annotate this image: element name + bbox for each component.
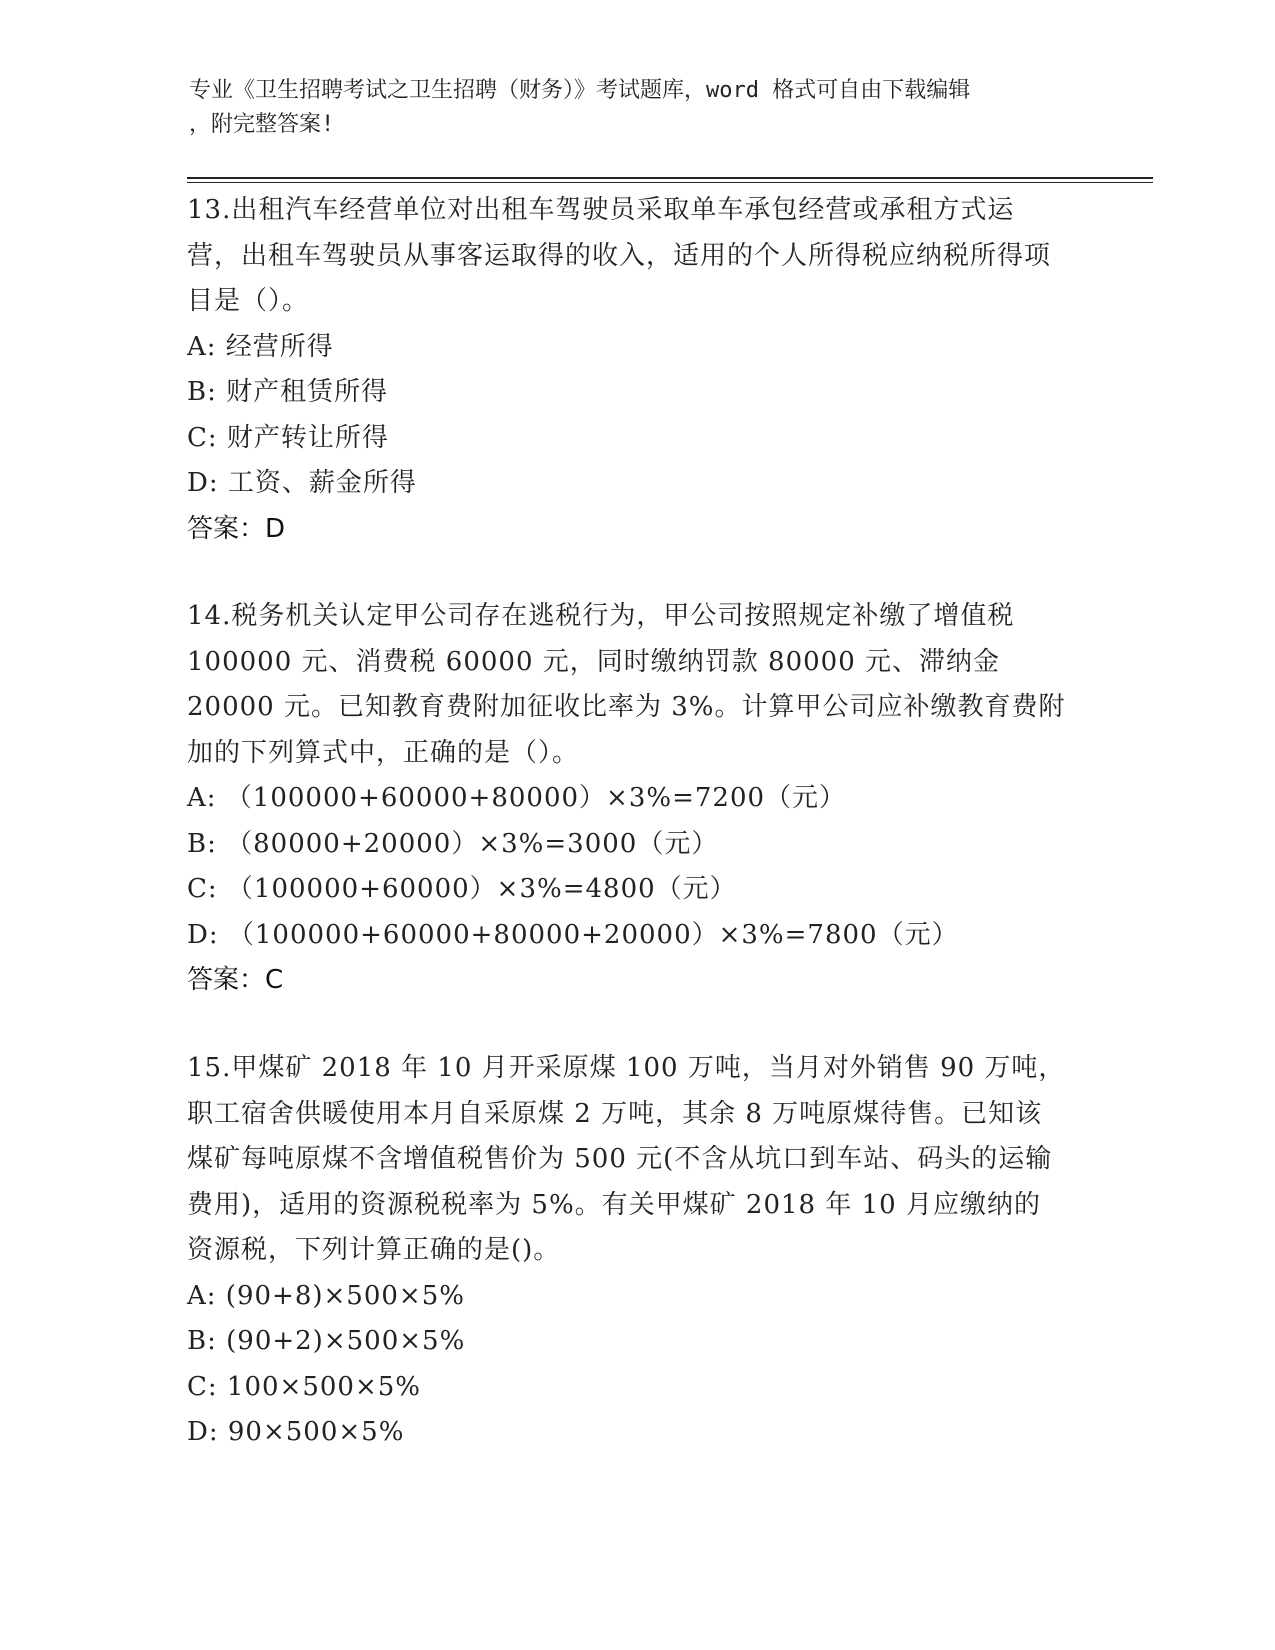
option-d: D: 90×500×5% [187,1417,405,1447]
option-a: A: （100000+60000+80000）×3%=7200（元） [187,783,847,813]
option-a: A: 经营所得 [187,331,334,362]
option-b: B: (90+2)×500×5% [187,1326,466,1356]
question-13 [187,188,1067,552]
document-header [189,74,1069,142]
option-b: B: （80000+20000）×3%=3000（元） [187,828,719,859]
question-15 [187,1046,1067,1456]
option-a: A: (90+8)×500×5% [187,1280,465,1311]
answer-label: 答案：C [187,965,284,995]
question-stem: 15.甲煤矿 2018 年 10 月开采原煤 100 万吨，当月对外销售 90 万吨，职工宿舍供暖使用本月自采原煤 2 万吨，其余 8 万吨原煤待售。已知该煤矿每吨原煤不含增值税售价为 500 元(不含从坑口到车站、码头的运输费用)，适用的资源税税率为 5%。有关甲煤矿 2018 年 10 月应缴纳的资源税，下列计算正确的是()。 [187,1053,1066,1265]
header-line-1: 专业《卫生招聘考试之卫生招聘（财务）》考试题库，word 格式可自由下载编辑 [189,78,971,103]
option-c: C: 财产转让所得 [187,422,389,453]
option-c: C: （100000+60000）×3%=4800（元） [187,874,737,904]
option-b: B: 财产租赁所得 [187,377,389,407]
question-14 [187,594,1067,1004]
question-stem: 14.税务机关认定甲公司存在逃税行为，甲公司按照规定补缴了增值税 100000 元、消费税 60000 元，同时缴纳罚款 80000 元、滞纳金 20000 元。已知教育费附加征收比率为 3%。计算甲公司应补缴教育费附加的下列算式中，正确的是（）。 [187,601,1066,768]
header-divider-thick [187,177,1153,179]
option-d: D: （100000+60000+80000+20000）×3%=7800（元） [187,919,959,950]
question-stem: 13.出租汽车经营单位对出租车驾驶员采取单车承包经营或承租方式运营，出租车驾驶员从事客运取得的收入，适用的个人所得税应纳税所得项目是（）。 [187,195,1052,316]
header-line-2: ，附完整答案! [189,112,335,137]
option-d: D: 工资、薪金所得 [187,468,417,498]
answer-label: 答案：D [187,513,286,544]
header-divider-thin [187,182,1153,183]
option-c: C: 100×500×5% [187,1371,421,1402]
